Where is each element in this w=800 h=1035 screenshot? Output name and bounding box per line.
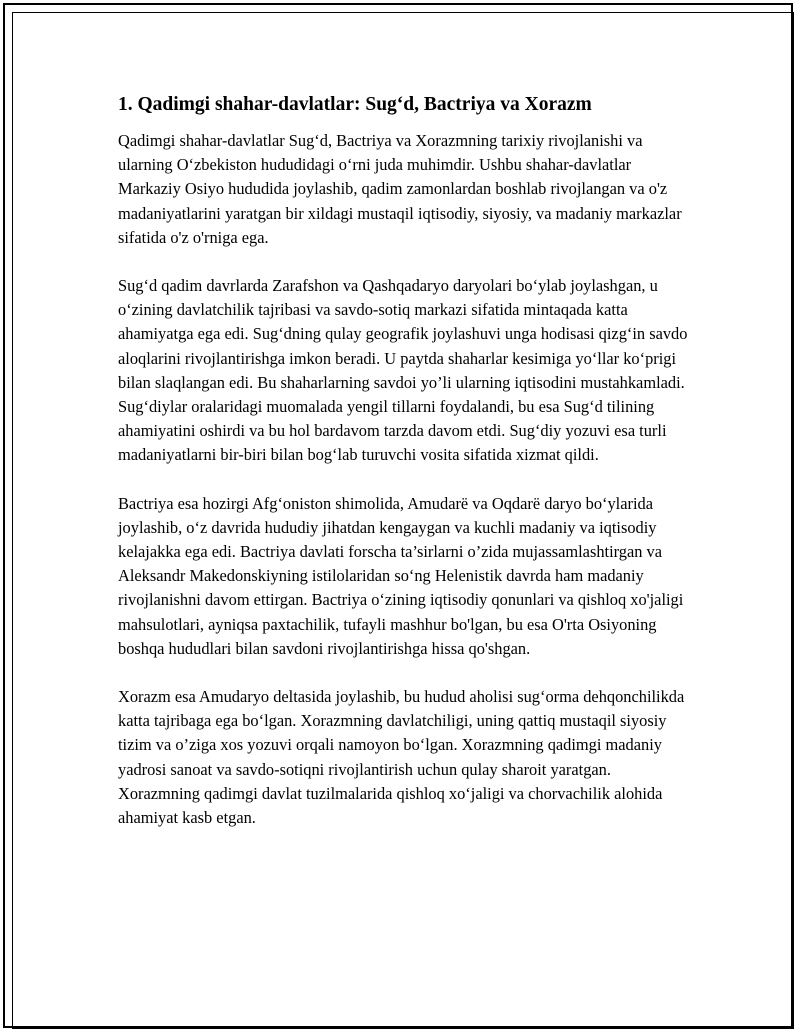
paragraph-sugd: Sug‘d qadim davrlarda Zarafshon va Qashqadaryo daryolari bo‘ylab joylashgan, u o‘zining davlatchilik tajribasi va savdo-sotiq markazi sifatida mintaqada katta ahamiyatga ega edi. Sug‘dning qulay geografik joylashuvi unga hodisasi qizg‘in savdo aloqlarini rivojlantirishga imkon beradi. U paytda shaharlar kesimiga yo‘llar ko‘prigi bilan slaqlangan edi. Bu shaharlarning savdoi yo’li ularning iqtisodini mustahkamladi. Sug‘diylar oralaridagi muomalada yengil tillarni foydalandi, bu esa Sug‘d tilining ahamiyatini oshirdi va bu hol bardavom tarzda davom etdi. Sug‘diy yozuvi esa turli madaniyatlarni bir-biri bilan bog‘lab turuvchi vosita sifatida xizmat qildi. xyxy=(118,276,688,465)
paragraph-xorazm: Xorazm esa Amudaryo deltasida joylashib, bu hudud aholisi sug‘orma dehqonchilikda katta tajribaga ega bo‘lgan. Xorazmning davlatchiligi, uning qattiq mustaqil siyosiy tizim va o’ziga xos yozuvi orqali namoyon bo‘lgan. Xorazmning qadimgi madaniy yadrosi sanoat va savdo-sotiqni rivojlantirish uchun qulay sharoit yaratgan. Xorazmning qadimgi davlat tuzilmalarida qishloq xo‘jaligi va chorvachilik alohida ahamiyat kasb etgan. xyxy=(118,687,685,828)
section-heading: 1. Qadimgi shahar-davlatlar: Sug‘d, Bactriya va Xorazm xyxy=(118,94,592,115)
document-body xyxy=(118,92,688,854)
paragraph-bactriya: Bactriya esa hozirgi Afg‘oniston shimolida, Amudarë va Oqdarë daryo bo‘ylarida joylashib, o‘z davrida hududiy jihatdan kengaygan va kuchli madaniy va iqtisodiy kelajakka ega edi. Bactriya davlati forscha ta’sirlarni o’zida mujassamlashtirgan va Aleksandr Makedonskiyning istilolaridan so‘ng Helenistik davrda ham madaniy rivojlanishni davom ettirgan. Bactriya o‘zining iqtisodiy qonunlari va qishloq xo'jaligi mahsulotlari, ayniqsa paxtachilik, tufayli mashhur bo'lgan, bu esa O'rta Osiyoning boshqa hududlari bilan savdoni rivojlantirishga hissa qo'shgan. xyxy=(118,493,684,658)
paragraph-intro: Qadimgi shahar-davlatlar Sug‘d, Bactriya va Xorazmning tarixiy rivojlanishi va ularning O‘zbekiston hududidagi o‘rni juda muhimdir. Ushbu shahar-davlatlar Markaziy Osiyo hududida joylashib, qadim zamonlardan boshlab rivojlangan va o'z madaniyatlarini yaratgan bir xildagi mustaqil iqtisodiy, siyosiy, va madaniy markazlar sifatida o'z o'rniga ega. xyxy=(118,131,682,247)
